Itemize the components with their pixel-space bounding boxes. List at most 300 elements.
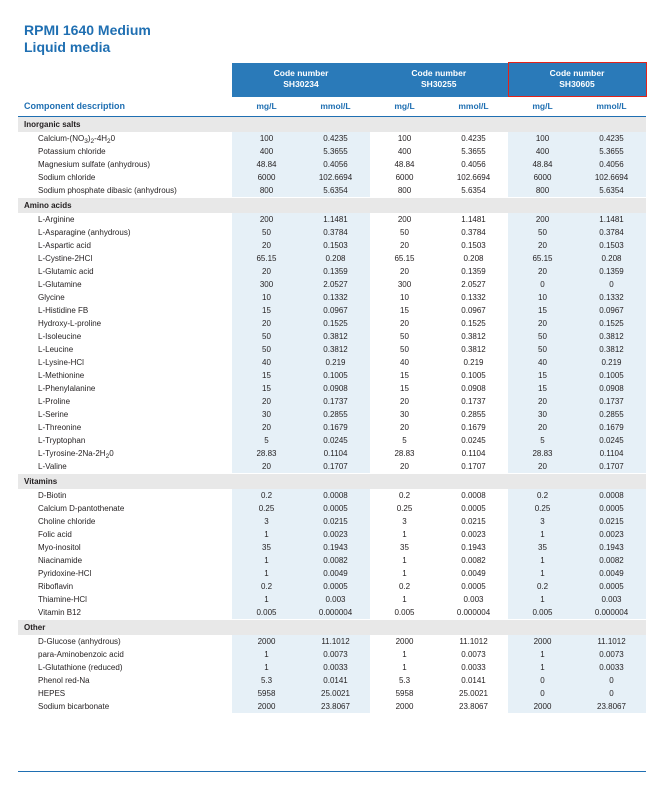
cell-value: 0.0049 [577,567,646,580]
table-row [18,330,646,343]
table-row [18,252,646,265]
cell-value: 5.3655 [301,145,370,158]
component-name: D-Biotin [18,489,232,502]
table-row [18,635,646,648]
cell-value: 20 [508,421,577,434]
cell-value: 0.1679 [301,421,370,434]
cell-value: 20 [370,317,439,330]
cell-value: 0.0005 [301,502,370,515]
cell-value: 300 [232,278,301,291]
component-name: Calcium-$(NO_3)_2-4H_20$ [18,132,232,145]
component-name: Thiamine-HCl [18,593,232,606]
cell-value: 0 [577,674,646,687]
cell-value: 35 [232,541,301,554]
table-row [18,593,646,606]
table-row [18,278,646,291]
cell-value: 0.0245 [577,434,646,447]
cell-value: 20 [370,421,439,434]
cell-value: 10 [232,291,301,304]
formulation-table [18,62,647,713]
cell-value: 0.0215 [301,515,370,528]
cell-value: 0.000004 [577,606,646,620]
cell-value: 0.2 [370,489,439,502]
cell-value: 0.2855 [301,408,370,421]
cell-value: 1 [370,593,439,606]
cell-value: 0.4235 [577,132,646,145]
page-title-line2: Liquid media [24,39,111,55]
component-name: L-Methionine [18,369,232,382]
cell-value: 48.84 [370,158,439,171]
table-header [18,63,646,117]
table-row [18,541,646,554]
cell-value: 0.1707 [577,460,646,474]
group-name: Vitamins [18,474,646,490]
cell-value: 50 [370,226,439,239]
component-name: L-Proline [18,395,232,408]
page-title-line1: RPMI 1640 Medium [24,22,151,38]
code-header-row [18,63,646,97]
table-row [18,132,646,145]
cell-value: 0.1005 [439,369,508,382]
table-row [18,554,646,567]
table-row [18,291,646,304]
component-name: Myo-inositol [18,541,232,554]
group-header-row [18,474,646,490]
cell-value: 35 [370,541,439,554]
cell-value: 23.8067 [577,700,646,713]
cell-value: 2000 [508,635,577,648]
component-name: L-Threonine [18,421,232,434]
cell-value: 0.0082 [301,554,370,567]
cell-value: 0.1943 [301,541,370,554]
cell-value: 5.6354 [439,184,508,198]
cell-value: 400 [232,145,301,158]
cell-value: 100 [508,132,577,145]
cell-value: 0.0908 [439,382,508,395]
cell-value: 0.0908 [577,382,646,395]
cell-value: 1 [232,567,301,580]
table-row [18,369,646,382]
cell-value: 0.000004 [301,606,370,620]
table-row [18,421,646,434]
cell-value: 0.1943 [577,541,646,554]
cell-value: 28.83 [370,447,439,460]
cell-value: 0.1332 [439,291,508,304]
code-header-sh30234[interactable] [232,63,370,97]
cell-value: 0.0245 [301,434,370,447]
component-name: Sodium phosphate dibasic (anhydrous) [18,184,232,198]
cell-value: 0.0049 [301,567,370,580]
component-name: L-Leucine [18,343,232,356]
unit-header-5: mg/L [508,97,577,117]
component-name: L-Asparagine (anhydrous) [18,226,232,239]
component-name: L-Glutamic acid [18,265,232,278]
cell-value: 0.0082 [439,554,508,567]
cell-value: 0.0008 [301,489,370,502]
cell-value: 0.1707 [301,460,370,474]
table-row [18,408,646,421]
cell-value: 50 [232,226,301,239]
cell-value: 2000 [370,635,439,648]
cell-value: 0.4235 [439,132,508,145]
cell-value: 0.003 [301,593,370,606]
cell-value: 1 [508,661,577,674]
unit-header-3: mg/L [370,97,439,117]
cell-value: 40 [232,356,301,369]
component-name: L-Tryptophan [18,434,232,447]
component-name: Vitamin B12 [18,606,232,620]
table-row [18,171,646,184]
cell-value: 0.4056 [439,158,508,171]
cell-value: 0.0008 [439,489,508,502]
cell-value: 5.3655 [439,145,508,158]
cell-value: 0 [508,674,577,687]
cell-value: 0.0073 [301,648,370,661]
component-name: Sodium bicarbonate [18,700,232,713]
cell-value: 0.0033 [577,661,646,674]
cell-value: 0.0005 [439,502,508,515]
cell-value: 0.1104 [577,447,646,460]
cell-value: 0.2 [232,580,301,593]
code-header-sh30605-selected[interactable] [508,63,646,97]
cell-value: 5958 [232,687,301,700]
code-label-2: Code number [411,68,467,78]
table-row [18,226,646,239]
component-name: $L-Tyrosine-2Na-2H_20$ [18,447,232,460]
component-name: L-Histidine FB [18,304,232,317]
table-row [18,213,646,226]
unit-header-2: mmol/L [301,97,370,117]
cell-value: 20 [370,395,439,408]
component-name: L-Phenylalanine [18,382,232,395]
table-row [18,265,646,278]
cell-value: 28.83 [232,447,301,460]
component-name: L-Cystine-2HCl [18,252,232,265]
cell-value: 5 [370,434,439,447]
cell-value: 20 [232,460,301,474]
cell-value: 1 [508,528,577,541]
table-row [18,395,646,408]
cell-value: 0.208 [439,252,508,265]
cell-value: 0.0141 [439,674,508,687]
cell-value: 0.1104 [439,447,508,460]
cell-value: 2000 [232,700,301,713]
table-row [18,580,646,593]
cell-value: 100 [232,132,301,145]
cell-value: 0.1359 [439,265,508,278]
cell-value: 100 [370,132,439,145]
component-description-header: Component description [18,97,232,117]
cell-value: 0.1525 [577,317,646,330]
cell-value: 50 [508,330,577,343]
cell-value: 0.0005 [301,580,370,593]
cell-value: 0.0967 [301,304,370,317]
table-row [18,158,646,171]
cell-value: 400 [370,145,439,158]
cell-value: 0.25 [508,502,577,515]
table-row [18,343,646,356]
component-name: Folic acid [18,528,232,541]
cell-value: 1 [370,528,439,541]
cell-value: 65.15 [370,252,439,265]
component-name: L-Serine [18,408,232,421]
cell-value: 0.0245 [439,434,508,447]
cell-value: 3 [232,515,301,528]
cell-value: 15 [508,382,577,395]
cell-value: 1 [370,554,439,567]
cell-value: 2000 [508,700,577,713]
cell-value: 1 [232,661,301,674]
unit-header-6: mmol/L [577,97,646,117]
footer-rule [18,771,646,772]
cell-value: 50 [232,330,301,343]
cell-value: 0.1359 [301,265,370,278]
cell-value: 0.0215 [439,515,508,528]
unit-header-4: mmol/L [439,97,508,117]
cell-value: 0.0033 [439,661,508,674]
code-value-2: SH30255 [421,79,457,89]
header-blank-cell [18,63,232,97]
cell-value: 20 [232,317,301,330]
component-name: L-Glutathione (reduced) [18,661,232,674]
component-name: L-Isoleucine [18,330,232,343]
component-name: L-Aspartic acid [18,239,232,252]
cell-value: 1 [370,648,439,661]
table-row [18,528,646,541]
component-name: Phenol red-Na [18,674,232,687]
table-row [18,239,646,252]
cell-value: 30 [370,408,439,421]
cell-value: 0.2 [370,580,439,593]
cell-value: 1 [370,661,439,674]
cell-value: 0.1525 [301,317,370,330]
table-row [18,460,646,474]
table-row [18,489,646,502]
cell-value: 20 [232,395,301,408]
cell-value: 0.005 [232,606,301,620]
cell-value: 6000 [232,171,301,184]
page-title [24,22,646,56]
cell-value: 0.1707 [439,460,508,474]
cell-value: 0.1737 [301,395,370,408]
component-name: L-Valine [18,460,232,474]
cell-value: 11.1012 [301,635,370,648]
cell-value: 0.003 [577,593,646,606]
component-name: L-Arginine [18,213,232,226]
cell-value: 0 [577,687,646,700]
table-row [18,382,646,395]
cell-value: 0 [508,278,577,291]
table-row [18,687,646,700]
component-name: L-Glutamine [18,278,232,291]
cell-value: 0.1332 [577,291,646,304]
cell-value: 25.0021 [439,687,508,700]
cell-value: 2000 [370,700,439,713]
code-label-1: Code number [273,68,329,78]
cell-value: 0.0033 [301,661,370,674]
component-name: Riboflavin [18,580,232,593]
cell-value: 0.0023 [301,528,370,541]
cell-value: 0.3784 [577,226,646,239]
cell-value: 20 [508,395,577,408]
cell-value: 40 [508,356,577,369]
cell-value: 20 [370,460,439,474]
cell-value: 0.1503 [439,239,508,252]
cell-value: 102.6694 [301,171,370,184]
cell-value: 1.1481 [301,213,370,226]
cell-value: 800 [370,184,439,198]
cell-value: 0.1679 [439,421,508,434]
component-name: Choline chloride [18,515,232,528]
cell-value: 1.1481 [577,213,646,226]
cell-value: 15 [232,369,301,382]
cell-value: 0.3812 [439,330,508,343]
cell-value: 0.2 [508,580,577,593]
group-header-row [18,620,646,636]
table-row [18,648,646,661]
cell-value: 0.25 [370,502,439,515]
cell-value: 15 [370,382,439,395]
code-value-1: SH30234 [283,79,319,89]
cell-value: 6000 [508,171,577,184]
cell-value: 0 [577,278,646,291]
group-name: Amino acids [18,198,646,214]
cell-value: 0.0215 [577,515,646,528]
cell-value: 5.6354 [301,184,370,198]
cell-value: 20 [370,265,439,278]
cell-value: 0.4056 [301,158,370,171]
cell-value: 48.84 [232,158,301,171]
cell-value: 0.0073 [439,648,508,661]
cell-value: 102.6694 [577,171,646,184]
component-name: Glycine [18,291,232,304]
cell-value: 5.3 [232,674,301,687]
cell-value: 0.1503 [301,239,370,252]
table-row [18,304,646,317]
cell-value: 1 [232,554,301,567]
component-name: Magnesium sulfate (anhydrous) [18,158,232,171]
cell-value: 0.208 [577,252,646,265]
cell-value: 20 [508,265,577,278]
table-row [18,317,646,330]
cell-value: 5.3655 [577,145,646,158]
code-header-sh30255[interactable] [370,63,508,97]
cell-value: 0.2 [232,489,301,502]
cell-value: 0.219 [439,356,508,369]
cell-value: 0.219 [577,356,646,369]
cell-value: 15 [232,382,301,395]
cell-value: 1 [370,567,439,580]
cell-value: 1 [508,567,577,580]
units-row [18,97,646,117]
cell-value: 0.003 [439,593,508,606]
cell-value: 65.15 [232,252,301,265]
cell-value: 0.0023 [439,528,508,541]
cell-value: 0.0908 [301,382,370,395]
cell-value: 0.3812 [301,343,370,356]
cell-value: 0.1943 [439,541,508,554]
cell-value: 15 [232,304,301,317]
cell-value: 0.0005 [577,580,646,593]
cell-value: 0.1737 [439,395,508,408]
cell-value: 5.3 [370,674,439,687]
cell-value: 0.000004 [439,606,508,620]
cell-value: 20 [232,421,301,434]
cell-value: 0.25 [232,502,301,515]
cell-value: 50 [508,226,577,239]
component-name: Sodium chloride [18,171,232,184]
cell-value: 200 [232,213,301,226]
cell-value: 0.0023 [577,528,646,541]
cell-value: 11.1012 [577,635,646,648]
cell-value: 0.1005 [577,369,646,382]
cell-value: 50 [370,343,439,356]
cell-value: 3 [508,515,577,528]
cell-value: 0.3784 [301,226,370,239]
cell-value: 200 [370,213,439,226]
cell-value: 102.6694 [439,171,508,184]
cell-value: 0.005 [508,606,577,620]
table-row [18,661,646,674]
cell-value: 1 [232,528,301,541]
cell-value: 11.1012 [439,635,508,648]
cell-value: 0.1332 [301,291,370,304]
cell-value: 5.6354 [577,184,646,198]
component-name: para-Aminobenzoic acid [18,648,232,661]
cell-value: 50 [370,330,439,343]
table-row [18,145,646,158]
unit-header-1: mg/L [232,97,301,117]
cell-value: 15 [508,369,577,382]
table-row [18,567,646,580]
cell-value: 0.3812 [439,343,508,356]
table-row [18,356,646,369]
cell-value: 0.0967 [577,304,646,317]
cell-value: 800 [232,184,301,198]
cell-value: 5 [232,434,301,447]
cell-value: 48.84 [508,158,577,171]
cell-value: 0.1005 [301,369,370,382]
cell-value: 1 [232,593,301,606]
cell-value: 0.0141 [301,674,370,687]
cell-value: 0.0008 [577,489,646,502]
table-row [18,515,646,528]
group-header-row [18,117,646,133]
component-name: Potassium chloride [18,145,232,158]
cell-value: 0.2855 [577,408,646,421]
cell-value: 400 [508,145,577,158]
cell-value: 1 [508,593,577,606]
cell-value: 0.4056 [577,158,646,171]
cell-value: 2.0527 [439,278,508,291]
cell-value: 40 [370,356,439,369]
cell-value: 0.1525 [439,317,508,330]
component-name: Pyridoxine-HCl [18,567,232,580]
cell-value: 2.0527 [301,278,370,291]
cell-value: 23.8067 [301,700,370,713]
cell-value: 30 [232,408,301,421]
cell-value: 0.4235 [301,132,370,145]
cell-value: 1.1481 [439,213,508,226]
cell-value: 0.1679 [577,421,646,434]
cell-value: 20 [232,239,301,252]
cell-value: 0.0967 [439,304,508,317]
cell-value: 65.15 [508,252,577,265]
cell-value: 15 [370,304,439,317]
cell-value: 3 [370,515,439,528]
cell-value: 0.1359 [577,265,646,278]
cell-value: 0.1737 [577,395,646,408]
